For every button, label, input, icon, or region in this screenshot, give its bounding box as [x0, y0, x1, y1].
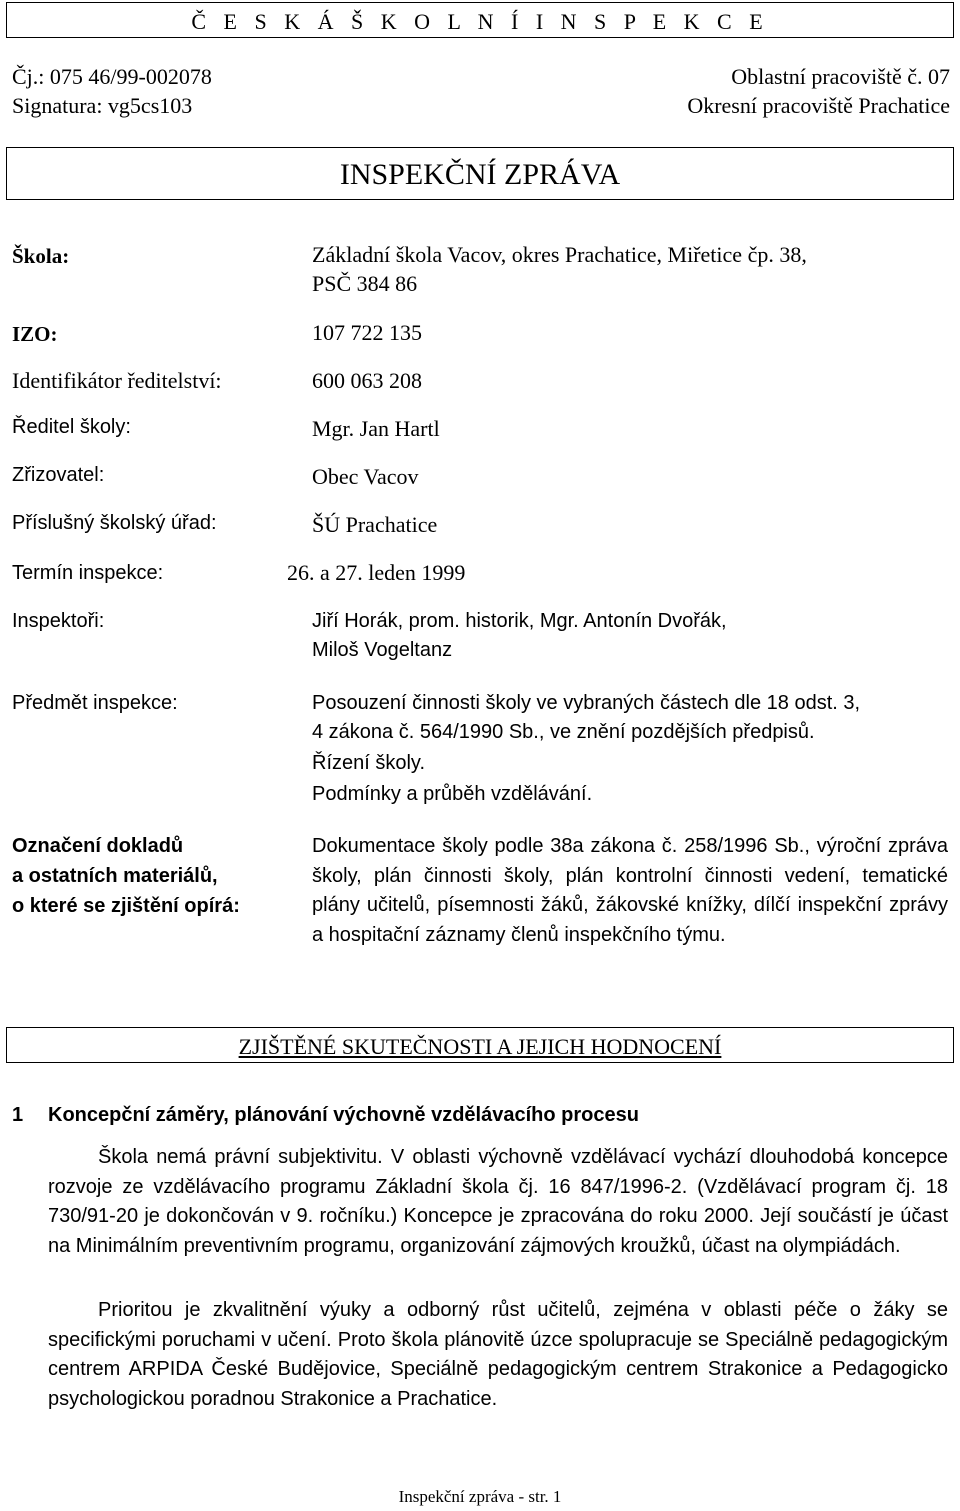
header-box [6, 2, 954, 38]
identifikator-value: 600 063 208 [312, 368, 422, 393]
section-1-paragraph-2: Prioritou je zkvalitnění výuky a odborný růst učitelů, zejména v oblasti péče o žáky se specifickými poruchami v učení. Proto škola plánovitě úzce spolupracuje se Speciálně pedagogickým centrem ARPIDA České Budějovice, Speciálně pedagogickým centrem Strakonice a Pedagogicko psychologickou poradnou Strakonice a Prachatice. [48, 1299, 948, 1410]
predmet-line-1: Posouzení činnosti školy ve vybraných částech dle 18 odst. 3, [312, 692, 861, 714]
zrizovatel-label: Zřizovatel: [12, 464, 105, 486]
section-1-title: Koncepční záměry, plánování výchovně vzdělávacího procesu [48, 1104, 639, 1126]
urad-value: ŠÚ Prachatice [312, 512, 438, 537]
termin-label: Termín inspekce: [12, 562, 164, 584]
report-title: INSPEKČNÍ ZPRÁVA [339, 158, 621, 191]
findings-title-box [6, 1027, 954, 1063]
termin-value: 26. a 27. leden 1999 [287, 560, 466, 585]
inspektori-value-line-2: Miloš Vogeltanz [312, 639, 453, 661]
oznaceni-label-line-1: Označení dokladů [12, 835, 184, 857]
predmet-line-2: 4 zákona č. 564/1990 Sb., ve znění pozdějších předpisů. [312, 721, 815, 743]
page-footer: Inspekční zpráva - str. 1 [398, 1487, 562, 1506]
identifikator-label: Identifikátor ředitelství: [12, 368, 222, 393]
reditel-label: Ředitel školy: [12, 416, 131, 438]
section-1-paragraph-1: Škola nemá právní subjektivitu. V oblasti výchovně vzdělávací vychází dlouhodobá koncepce rozvoje ze vzdělávacího programu Základní škola čj. 16 847/1996-2. (Vzdělávací program čj. 18 730/91-20 je dokončován v 9. ročníku.) Koncepce je zpracována do roku 2000. Její součástí je účast na Minimálním preventivním programu, organizování zájmových kroužků, účast na olympiádách. [48, 1146, 948, 1257]
predmet-label: Předmět inspekce: [12, 692, 178, 714]
signatura: Signatura: vg5cs103 [12, 93, 193, 118]
inspektori-value-line-1: Jiří Horák, prom. historik, Mgr. Antonín Dvořák, [312, 610, 727, 632]
section-1-number: 1 [12, 1104, 24, 1126]
skola-value-line-2: PSČ 384 86 [312, 271, 418, 296]
report-title-box [6, 147, 954, 200]
header-title: Č E S K Á Š K O L N Í I N S P E K C E [191, 9, 769, 34]
predmet-line-4: Podmínky a průběh vzdělávání. [312, 783, 593, 805]
predmet-line-3: Řízení školy. [312, 752, 425, 774]
oblastni-pracoviste: Oblastní pracoviště č. 07 [731, 64, 950, 89]
zrizovatel-value: Obec Vacov [312, 464, 419, 489]
reditel-value: Mgr. Jan Hartl [312, 416, 440, 441]
oznaceni-text: Dokumentace školy podle 38a zákona č. 258/1996 Sb., výroční zpráva školy, plán činnosti školy, plán kontrolní činnosti vedení, tematické plány učitelů, písemnosti žáků, žákovské knížky, dílčí inspekční zprávy a hospitační záznamy členů inspekčního týmu. [312, 835, 948, 946]
inspektori-label: Inspektoři: [12, 610, 105, 632]
findings-title: ZJIŠTĚNÉ SKUTEČNOSTI A JEJICH HODNOCENÍ [238, 1034, 722, 1059]
okresni-pracoviste: Okresní pracoviště Prachatice [687, 93, 950, 118]
skola-value-line-1: Základní škola Vacov, okres Prachatice, Miřetice čp. 38, [312, 242, 807, 267]
izo-value: 107 722 135 [312, 320, 422, 345]
urad-label: Příslušný školský úřad: [12, 512, 217, 534]
cj-number: Čj.: 075 46/99-002078 [12, 64, 212, 89]
izo-label: IZO: [12, 322, 58, 346]
oznaceni-label-line-2: a ostatních materiálů, [12, 865, 218, 887]
oznaceni-label-line-3: o které se zjištění opírá: [12, 895, 240, 917]
skola-label: Škola: [12, 244, 70, 268]
